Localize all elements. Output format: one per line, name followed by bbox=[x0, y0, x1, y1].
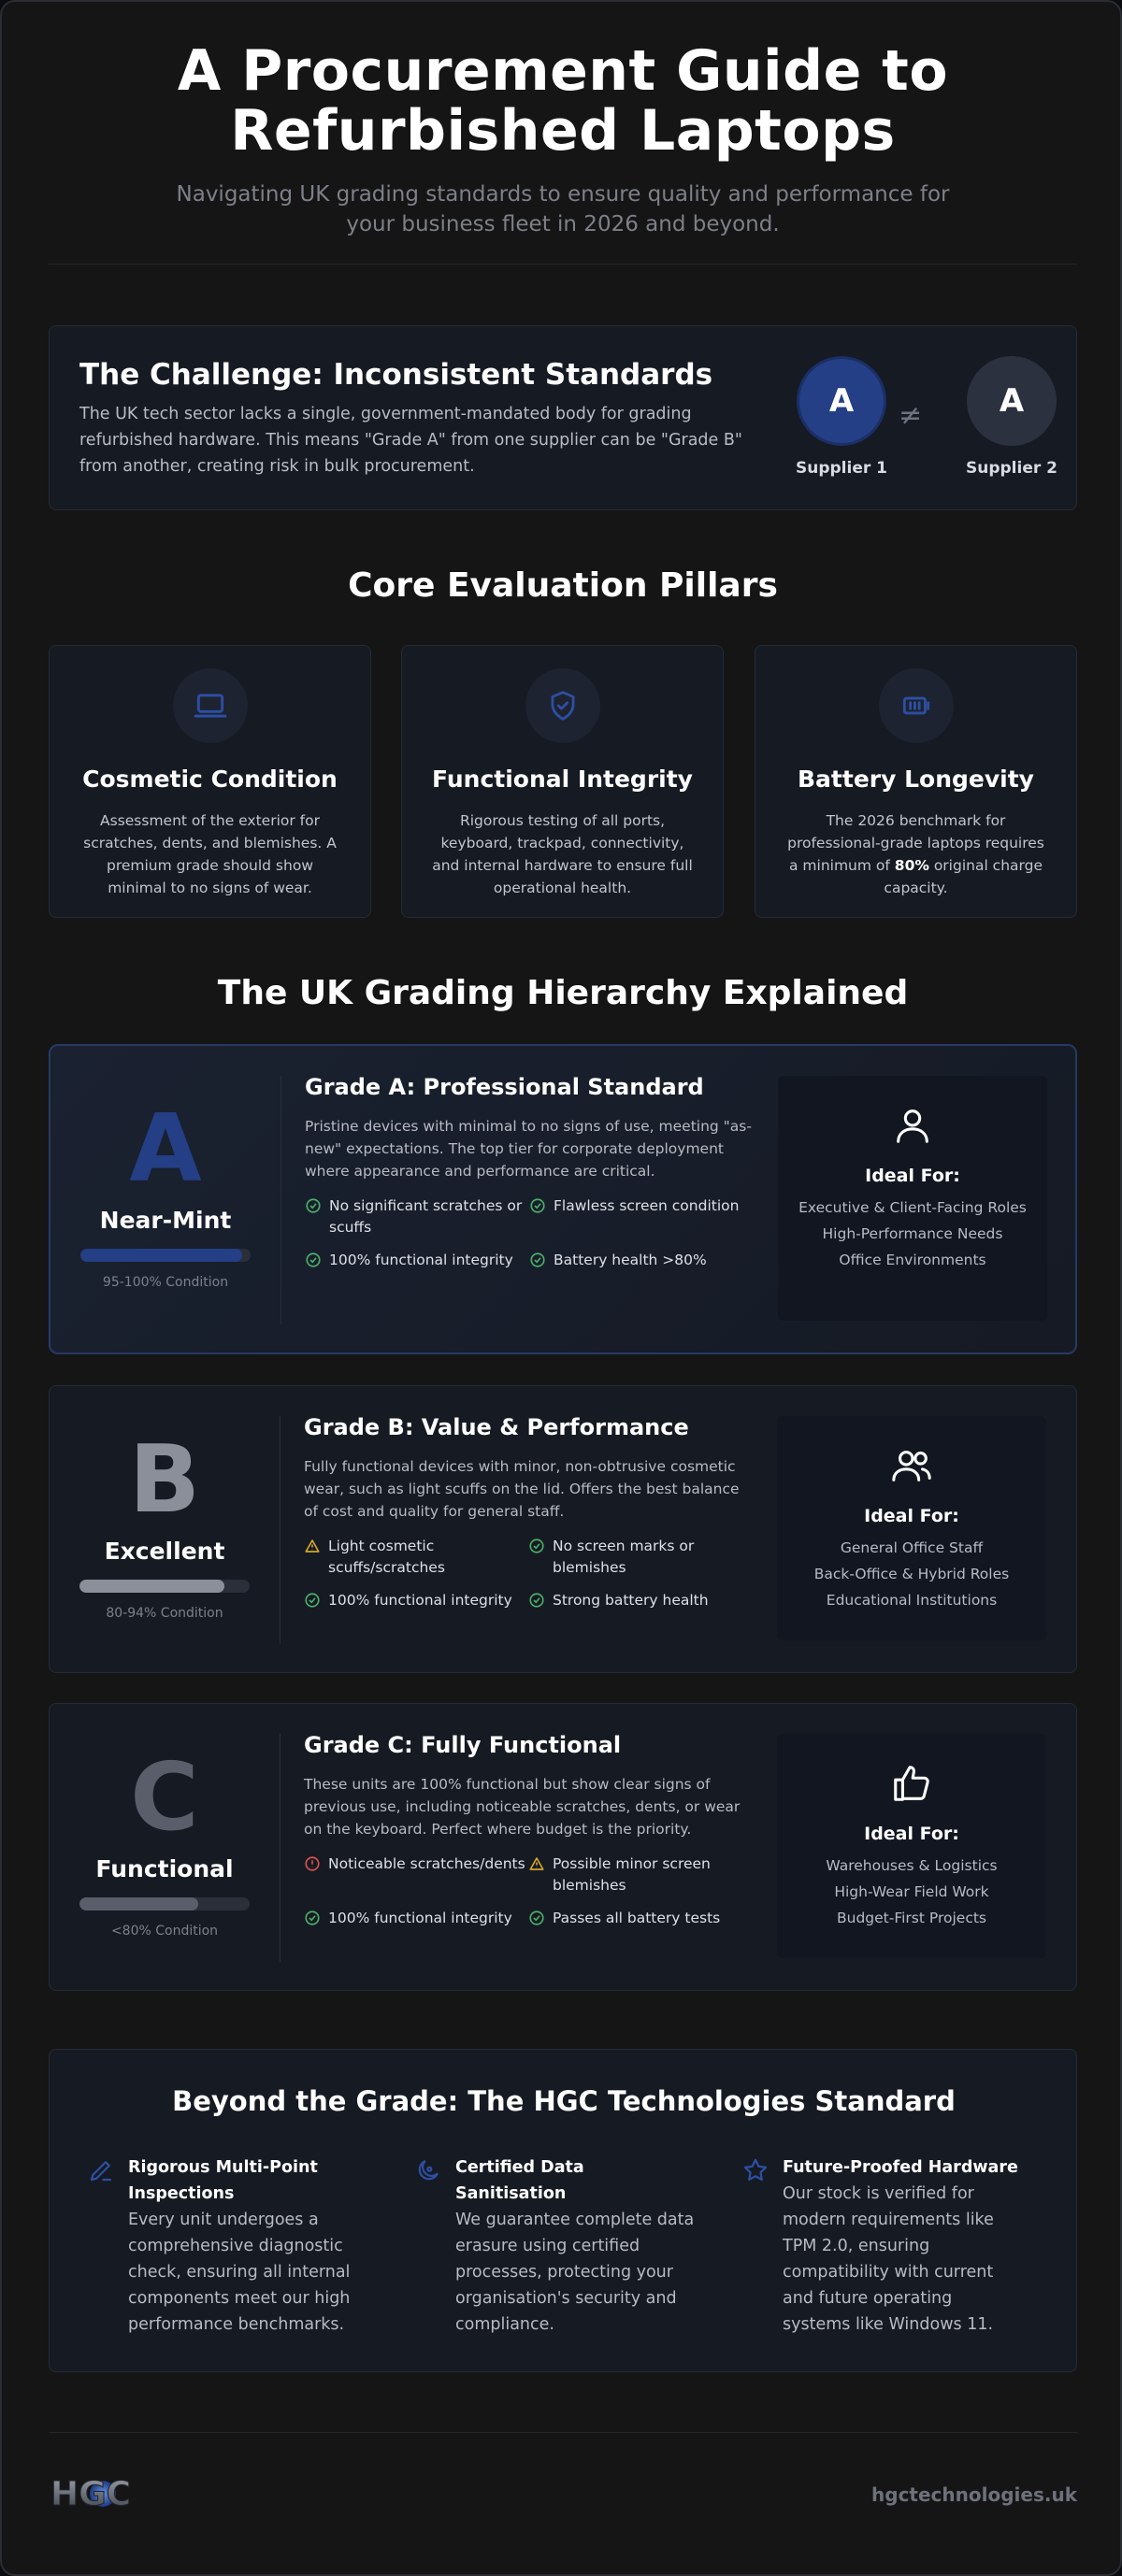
standard-title: Future-Proofed Hardware bbox=[783, 2158, 1018, 2177]
warning-icon bbox=[304, 1538, 321, 1554]
feature-text: Flawless screen condition bbox=[554, 1197, 740, 1214]
check-icon bbox=[529, 1197, 546, 1214]
grade-b-summary bbox=[50, 1386, 280, 1672]
list-item: Educational Institutions bbox=[826, 1592, 998, 1609]
feature-item bbox=[529, 1195, 754, 1238]
pillar-cosmetic bbox=[49, 645, 371, 918]
standard-future-proofed bbox=[741, 2154, 1022, 2338]
grade-condition-bar bbox=[80, 1249, 251, 1262]
alert-icon bbox=[304, 1855, 321, 1872]
hgc-standard-card bbox=[49, 2049, 1077, 2372]
grade-name: Excellent bbox=[104, 1538, 225, 1565]
star-icon bbox=[741, 2156, 770, 2184]
grade-condition-fill bbox=[79, 1580, 224, 1593]
feature-item bbox=[304, 1590, 528, 1611]
pillar-battery bbox=[755, 645, 1077, 918]
feature-text: 100% functional integrity bbox=[329, 1252, 513, 1268]
grade-name: Functional bbox=[95, 1855, 234, 1882]
supplier-1-label: Supplier 1 bbox=[796, 459, 887, 478]
pillar-functional bbox=[401, 645, 724, 918]
hgc-logo bbox=[49, 2469, 161, 2522]
grade-heading: Grade A: Professional Standard bbox=[305, 1074, 704, 1100]
grade-letter: C bbox=[130, 1742, 199, 1852]
svg-text:HGC: HGC bbox=[50, 2475, 132, 2513]
check-icon bbox=[528, 1538, 545, 1554]
check-icon bbox=[304, 1910, 321, 1926]
pillar-title: Battery Longevity bbox=[798, 766, 1034, 793]
list-item: Executive & Client-Facing Roles bbox=[798, 1199, 1027, 1216]
grade-name: Near-Mint bbox=[99, 1207, 232, 1234]
list-item: High-Performance Needs bbox=[822, 1225, 1003, 1242]
feature-text: No significant scratches or scuffs bbox=[329, 1197, 523, 1236]
title-line-1: A Procurement Guide to bbox=[177, 38, 949, 104]
ideal-for-title: Ideal For: bbox=[865, 1166, 960, 1186]
grade-b-ideal-for bbox=[777, 1416, 1046, 1640]
grade-a-ideal-for bbox=[778, 1076, 1047, 1321]
supplier-2-label: Supplier 2 bbox=[966, 459, 1057, 478]
grade-condition-fill bbox=[79, 1897, 198, 1911]
warning-icon bbox=[528, 1855, 545, 1872]
standard-body: Every unit undergoes a comprehensive diagnostic check, ensuring all internal components meet our high performance benchmarks. bbox=[128, 2211, 351, 2334]
list-item: Warehouses & Logistics bbox=[826, 1857, 998, 1874]
challenge-title: The Challenge: Inconsistent Standards bbox=[79, 358, 713, 392]
supplier-1-badge: A bbox=[797, 356, 886, 446]
supplier-1 bbox=[781, 356, 902, 478]
grade-condition-fill bbox=[80, 1249, 242, 1262]
standard-body: We guarantee complete data erasure using certified processes, protecting your organisation's security and compliance. bbox=[455, 2211, 695, 2334]
list-item: Office Environments bbox=[839, 1252, 986, 1268]
check-icon bbox=[304, 1592, 321, 1609]
page-title bbox=[49, 38, 1077, 164]
check-icon bbox=[528, 1592, 545, 1609]
feature-item bbox=[529, 1250, 754, 1271]
grade-b-details bbox=[304, 1414, 753, 1611]
challenge-body: The UK tech sector lacks a single, government-mandated body for grading refurbished hardware. This means "Grade A" from one supplier can be "Grade B" from another, creating risk in bulk procurement. bbox=[79, 405, 742, 476]
feature-text: Possible minor screen blemishes bbox=[553, 1855, 711, 1894]
feature-item bbox=[304, 1908, 528, 1929]
battery-icon bbox=[879, 668, 954, 743]
grade-c-ideal-for bbox=[777, 1734, 1046, 1958]
hgc-standard-title: Beyond the Grade: The HGC Technologies Standard bbox=[172, 2085, 956, 2117]
feature-text: 100% functional integrity bbox=[328, 1910, 512, 1926]
user-icon bbox=[891, 1104, 934, 1147]
grade-b-card bbox=[49, 1385, 1077, 1673]
grade-features bbox=[304, 1853, 753, 1929]
feature-text: Battery health >80% bbox=[554, 1252, 707, 1268]
pillar-body: Rigorous testing of all ports, keyboard, trackpad, connectivity, and internal hardware to ensure full operational health. bbox=[432, 812, 693, 896]
grade-heading: Grade C: Fully Functional bbox=[304, 1732, 622, 1758]
grade-letter: A bbox=[129, 1094, 202, 1203]
standard-title: Certified Data Sanitisation bbox=[455, 2158, 584, 2203]
grade-c-card bbox=[49, 1703, 1077, 1991]
grade-condition-label: <80% Condition bbox=[110, 1924, 219, 1939]
hero bbox=[49, 38, 1077, 239]
list-item: Back-Office & Hybrid Roles bbox=[813, 1566, 1010, 1582]
standard-body: Our stock is verified for modern requirements like TPM 2.0, ensuring compatibility with current and future operating systems like Windows 11. bbox=[783, 2184, 994, 2334]
grade-c-summary bbox=[50, 1704, 280, 1990]
grades-title: The UK Grading Hierarchy Explained bbox=[217, 974, 909, 1012]
feature-item bbox=[304, 1853, 528, 1896]
grade-description: Fully functional devices with minor, non-obtrusive cosmetic wear, such as light scuffs on the lid. Offers the best balance of cost and quality for general staff. bbox=[304, 1458, 740, 1520]
grade-condition-label: 80-94% Condition bbox=[106, 1606, 223, 1621]
page-subtitle: Navigating UK grading standards to ensure quality and performance for your business fleet in 2026 and beyond. bbox=[176, 182, 950, 236]
grade-a-card bbox=[49, 1044, 1077, 1354]
feature-text: Light cosmetic scuffs/scratches bbox=[328, 1538, 445, 1576]
grade-condition-label: 95-100% Condition bbox=[102, 1275, 229, 1290]
challenge-card bbox=[49, 325, 1077, 510]
pillar-body bbox=[782, 809, 1050, 899]
feature-item bbox=[305, 1195, 529, 1238]
supplier-2-badge: A bbox=[967, 356, 1057, 446]
check-icon bbox=[305, 1197, 322, 1214]
grade-heading: Grade B: Value & Performance bbox=[304, 1414, 689, 1440]
feature-item bbox=[305, 1250, 529, 1271]
pillar-title: Functional Integrity bbox=[432, 766, 693, 793]
list-item: General Office Staff bbox=[840, 1539, 984, 1556]
standard-title: Rigorous Multi-Point Inspections bbox=[128, 2158, 318, 2203]
grade-features bbox=[304, 1536, 753, 1611]
pencil-icon bbox=[87, 2156, 115, 2184]
pillars-title: Core Evaluation Pillars bbox=[348, 566, 778, 605]
feature-item bbox=[528, 1590, 753, 1611]
shield-check-icon bbox=[525, 668, 600, 743]
grade-a-details bbox=[305, 1074, 754, 1271]
pillar-body-text: The 2026 benchmark for professional-grade laptops requires a minimum of bbox=[787, 812, 1044, 874]
grade-description: Pristine devices with minimal to no signs of use, meeting "as-new" expectations. The top tier for corporate deployment where appearance and performance are critical. bbox=[305, 1118, 752, 1180]
divider bbox=[280, 1076, 281, 1324]
feature-text: Strong battery health bbox=[553, 1592, 709, 1609]
standard-data-sanitisation bbox=[414, 2154, 695, 2338]
feature-item bbox=[528, 1908, 753, 1929]
pillar-body: Assessment of the exterior for scratches, dents, and blemishes. A premium grade should show minimal to no signs of wear. bbox=[83, 812, 337, 896]
divider bbox=[49, 264, 1077, 265]
check-icon bbox=[305, 1252, 322, 1268]
feature-text: No screen marks or blemishes bbox=[553, 1538, 695, 1576]
divider bbox=[49, 2432, 1077, 2433]
feature-text: Passes all battery tests bbox=[553, 1910, 721, 1926]
pillar-title: Cosmetic Condition bbox=[82, 766, 338, 793]
laptop-icon bbox=[173, 668, 248, 743]
check-icon bbox=[529, 1252, 546, 1268]
list-item: Budget-First Projects bbox=[837, 1910, 986, 1926]
ideal-for-title: Ideal For: bbox=[864, 1824, 959, 1844]
ideal-for-list bbox=[778, 1197, 1047, 1270]
title-line-2: Refurbished Laptops bbox=[230, 98, 896, 164]
grade-letter: B bbox=[128, 1424, 201, 1534]
pillar-body-text: original charge capacity. bbox=[884, 857, 1043, 896]
ideal-for-list bbox=[777, 1855, 1046, 1928]
standard-inspections bbox=[87, 2154, 367, 2338]
ideal-for-list bbox=[777, 1538, 1046, 1610]
feature-text: Noticeable scratches/dents bbox=[328, 1855, 525, 1872]
list-item: High-Wear Field Work bbox=[834, 1883, 989, 1900]
ideal-for-title: Ideal For: bbox=[864, 1506, 959, 1526]
pillar-body-highlight: 80% bbox=[894, 857, 929, 874]
thumbs-up-icon bbox=[890, 1762, 933, 1805]
grade-features bbox=[305, 1195, 754, 1271]
check-icon bbox=[528, 1910, 545, 1926]
grade-condition-bar bbox=[79, 1897, 250, 1911]
feature-item bbox=[304, 1536, 528, 1579]
grade-description: These units are 100% functional but show clear signs of previous use, including noticeable scratches, dents, or wear on the keyboard. Perfect where budget is the priority. bbox=[304, 1776, 741, 1838]
grade-a-summary bbox=[50, 1046, 280, 1352]
users-icon bbox=[890, 1444, 933, 1487]
feature-item bbox=[528, 1536, 753, 1579]
website-link[interactable]: hgctechnologies.uk bbox=[871, 2483, 1077, 2506]
grade-c-details bbox=[304, 1732, 753, 1929]
feature-item bbox=[528, 1853, 753, 1896]
moon-shield-icon bbox=[414, 2156, 442, 2184]
grade-condition-bar bbox=[79, 1580, 250, 1593]
not-equal-icon: ≠ bbox=[899, 399, 923, 432]
supplier-2 bbox=[951, 356, 1072, 478]
feature-text: 100% functional integrity bbox=[328, 1592, 512, 1609]
